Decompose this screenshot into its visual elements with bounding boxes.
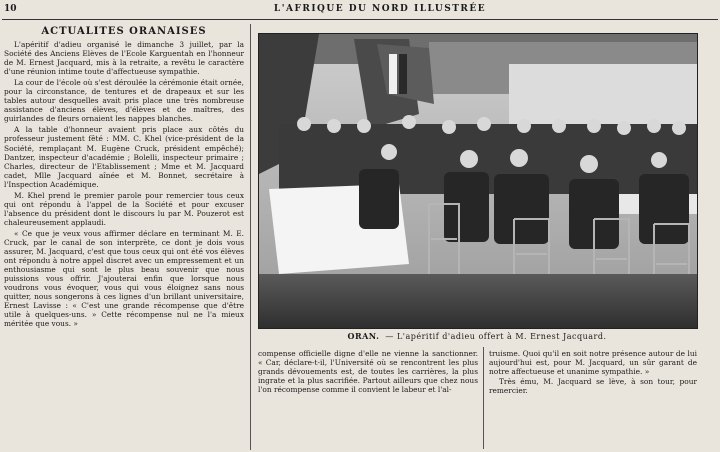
section-title: ACTUALITÉS ORANAISES [41, 26, 207, 37]
column-rule [250, 24, 251, 450]
article-paragraph: La cour de l'école où s'est déroulée la cérémonie était ornée, pour la circonstance, de tentures et de drapeaux et sur les tables autour desquelles avait pris place une très nombreuse assistance d'anciens élèves, d'élèves et de maîtres, des guirlandes de fleurs ornaient les nappes blanches. [4, 78, 244, 124]
photo-caption [258, 331, 696, 341]
right-column [489, 349, 697, 449]
event-photograph [258, 33, 698, 329]
header-rule [2, 19, 718, 20]
running-title: L'AFRIQUE DU NORD ILLUSTRÉE [273, 4, 487, 14]
column-rule [483, 347, 484, 449]
caption-place: ORAN. [347, 331, 380, 341]
left-column [4, 26, 244, 450]
page-number: 10 [4, 4, 17, 14]
article-paragraph: « Ce que je veux vous affirmer déclare en terminant M. E. Cruck, par le canal de son interprète, ce dont je dois vous assurer, M. Jacquard, c'est que tous ceux qui ont été vos élèves ont répondu à notre appel discret avec un empressement et un enthousiasme qui sont le plus beau souvenir que nous puissions vous offrir. J'ajouterai enfin que lorsque nous voudrons vous évoquer, vous qui vous éloignez sans nous quitter, nous songerons à ces lignes d'un brillant universitaire, Ernest Lavisse : « C'est une grande récompense que d'être utile à quelques-uns. » Cette récompense nul ne l'a mieux méritée que vous. » [4, 228, 244, 329]
middle-column [258, 349, 478, 449]
caption-text: — L'apéritif d'adieu offert à M. Ernest Jacquard. [385, 332, 607, 341]
article-paragraph: truisme. Quoi qu'il en soit notre présence autour de lui aujourd'hui est, pour M. Jacquard, un sûr garant de notre affectueuse et unanime sympathie. » [489, 349, 697, 377]
article-paragraph: M. Khel prend le premier parole pour remercier tous ceux qui ont répondu à l'appel de la Société et pour excuser l'absence du président dont le discours lu par M. Pouzerot est chaleureusement applaudi. [4, 190, 244, 227]
article-paragraph: compense officielle digne d'elle ne vienne la sanctionner. « Car, déclare-t-il, l'Université où se rencontrent les plus grands dévouements est, de toutes les carrières, la plus ingrate et la plus sacrifiée. Partout ailleurs que chez nous l'on récompense comme il convient le labeur et l'al- [258, 349, 478, 395]
article-paragraph: L'apéritif d'adieu organisé le dimanche 3 juillet, par la Société des Anciens Elèves de l'Ecole Karguentah en l'honneur de M. Ernest Jacquard, mis à la retraite, a revêtu le caractère d'une réunion intime toute d'affectueuse sympathie. [4, 40, 244, 77]
article-paragraph: A la table d'honneur avaient pris place aux côtés du professeur justement fêté : MM. C. Khel (vice-président de la Société, remplaçant M. Eugène Cruck, président empêché); Dantzer, inspecteur d'académie ; Bolelli, inspecteur primaire ; Charles, directeur de l'Etablissement ; Mme et M. Jacquard cadet, Mlle Jacquard aînée et M. Bonnet, secrétaire à l'Inspection Académique. [4, 125, 244, 189]
article-paragraph: Très ému, M. Jacquard se lève, à son tour, pour remercier. [489, 377, 697, 396]
